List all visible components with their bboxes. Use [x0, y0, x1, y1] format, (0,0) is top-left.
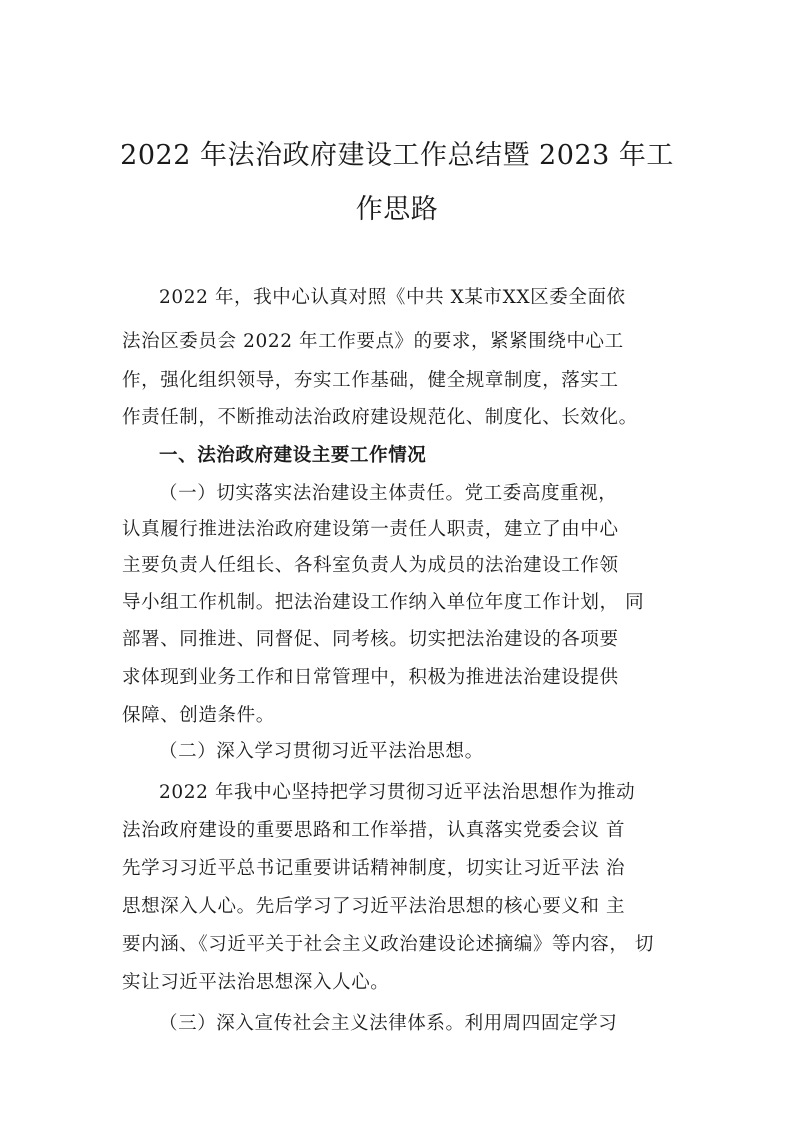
subsection-1-line: （一）切实落实法治建设主体责任。党工委高度重视，: [159, 483, 618, 504]
intro-line: 法治区委员会 2022 年工作要点》的要求，紧紧围绕中心工: [122, 331, 624, 352]
subsection-1-line: 认真履行推进法治政府建设第一责任人职责，建立了由中心: [122, 519, 619, 540]
document-title-line-2: 作思路: [355, 194, 439, 225]
subsection-2-line: 2022 年我中心坚持把学习贯彻习近平法治思想作为推动: [159, 782, 636, 803]
intro-line: 作责任制，不断推动法治政府建设规范化、制度化、长效化。: [122, 407, 638, 428]
subsection-2-line: 法治政府建设的重要思路和工作举措，认真落实党委会议 首: [122, 820, 626, 841]
subsection-1-line: 主要负责人任组长、各科室负责人为成员的法治建设工作领: [122, 555, 619, 576]
intro-line: 作，强化组织领导，夯实工作基础，健全规章制度，落实工: [122, 370, 619, 391]
document-title-line-1: 2022 年法治政府建设工作总结暨 2023 年工: [120, 140, 674, 171]
section-heading: 一、法治政府建设主要工作情况: [159, 445, 427, 466]
subsection-2-line: 实让习近平法治思想深入人心。: [122, 972, 390, 993]
subsection-2-line: 先学习习近平总书记重要讲话精神制度，切实让习近平法 治: [122, 858, 626, 879]
subsection-1-line: 保障、创造条件。: [122, 705, 275, 726]
subsection-1-line: 求体现到业务工作和日常管理中，积极为推进法治建设提供: [122, 667, 619, 688]
subsection-2-line: 思想深入人心。先后学习了习近平法治思想的核心要义和 主: [122, 896, 626, 917]
subsection-2-heading: （二）深入学习贯彻习近平法治思想。: [159, 741, 484, 762]
subsection-1-line: 部署、同推进、同督促、同考核。切实把法治建设的各项要: [122, 629, 619, 650]
intro-line: 2022 年，我中心认真对照《中共 X某市XX区委全面依: [159, 287, 626, 308]
subsection-1-line: 导小组工作机制。把法治建设工作纳入单位年度工作计划， 同: [122, 592, 645, 613]
subsection-2-line: 要内涵、《习近平关于社会主义政治建设论述摘编》等内容， 切: [122, 934, 655, 955]
subsection-3-heading: （三）深入宣传社会主义法律体系。利用周四固定学习: [159, 1013, 618, 1034]
